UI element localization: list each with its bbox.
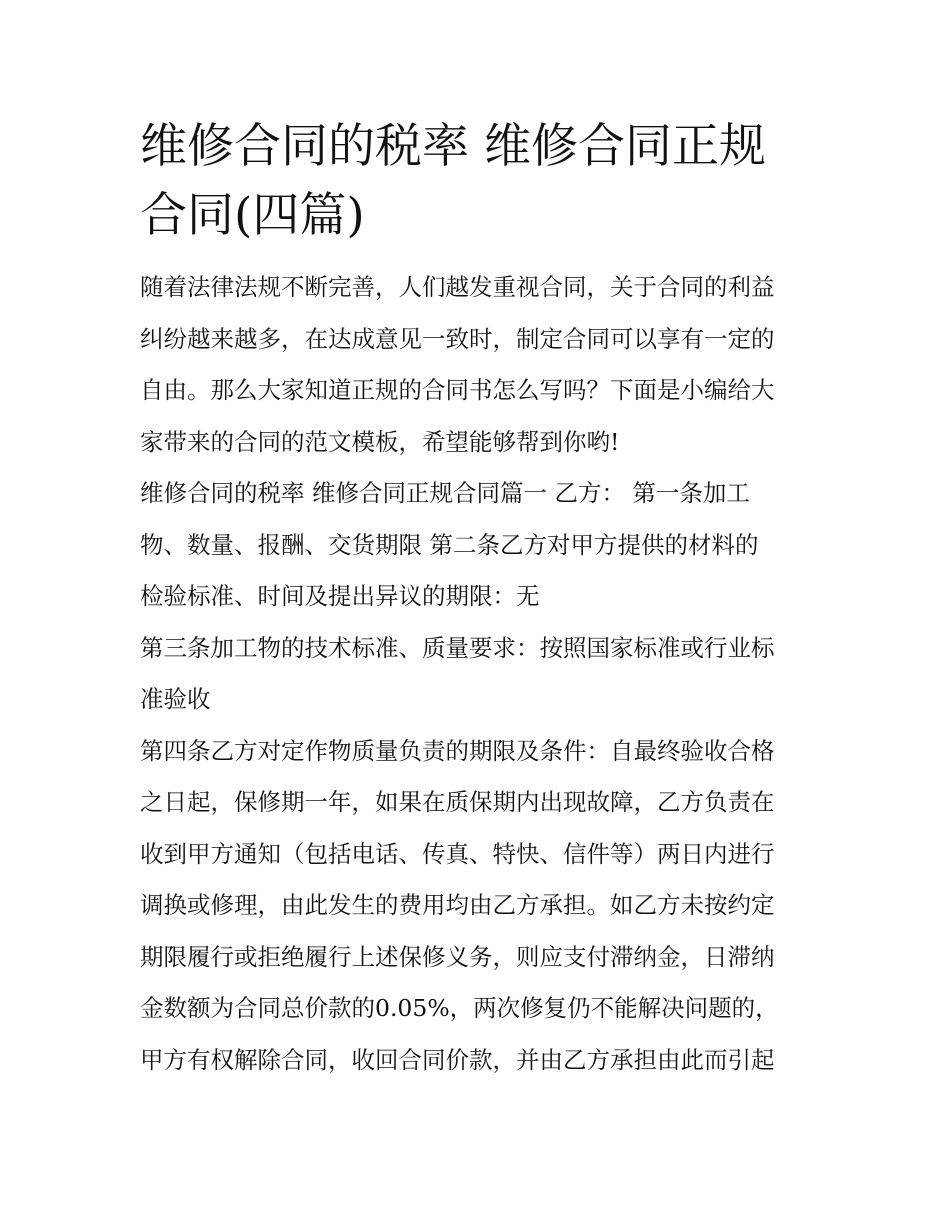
text-line: 随着法律法规不断完善，人们越发重视合同，关于合同的利益 <box>140 273 775 301</box>
text-line: 维修合同的税率 维修合同正规合同篇一 乙方： 第一条加工 <box>140 479 750 507</box>
text-line: 检验标准、时间及提出异议的期限：无 <box>140 582 540 610</box>
document-page <box>140 112 812 1086</box>
text-line: 调换或修理，由此发生的费用均由乙方承担。如乙方未按约定 <box>140 891 775 919</box>
text-line: 自由。那么大家知道正规的合同书怎么写吗？下面是小编给大 <box>140 376 775 404</box>
article-3-paragraph <box>140 623 812 726</box>
article-1-2-paragraph <box>140 468 812 623</box>
document-title <box>140 112 812 250</box>
text-line: 第三条加工物的技术标准、质量要求：按照国家标准或行业标 <box>140 633 775 662</box>
title-line: 合同(四篇) <box>140 188 365 243</box>
text-line: 物、数量、报酬、交货期限 第二条乙方对甲方提供的材料的 <box>140 530 759 559</box>
text-line: 纠纷越来越多，在达成意见一致时，制定合同可以享有一定的 <box>140 324 775 353</box>
title-line: 维修合同的税率 维修合同正规 <box>140 119 766 174</box>
text-line: 第四条乙方对定作物质量负责的期限及条件：自最终验收合格 <box>140 736 775 765</box>
intro-paragraph <box>140 262 812 468</box>
text-line: 准验收 <box>140 685 211 713</box>
text-line: 收到甲方通知（包括电话、传真、特快、信件等）两日内进行 <box>140 839 775 868</box>
text-line: 期限履行或拒绝履行上述保修义务，则应支付滞纳金，日滞纳 <box>140 942 775 971</box>
article-4-paragraph <box>140 726 812 1087</box>
text-line: 甲方有权解除合同，收回合同价款，并由乙方承担由此而引起 <box>140 1045 775 1074</box>
text-line: 之日起，保修期一年，如果在质保期内出现故障，乙方负责在 <box>140 788 775 816</box>
text-line: 家带来的合同的范文模板，希望能够帮到你哟! <box>140 427 620 456</box>
text-line: 金数额为合同总价款的0.05%，两次修复仍不能解决问题的， <box>140 994 779 1022</box>
